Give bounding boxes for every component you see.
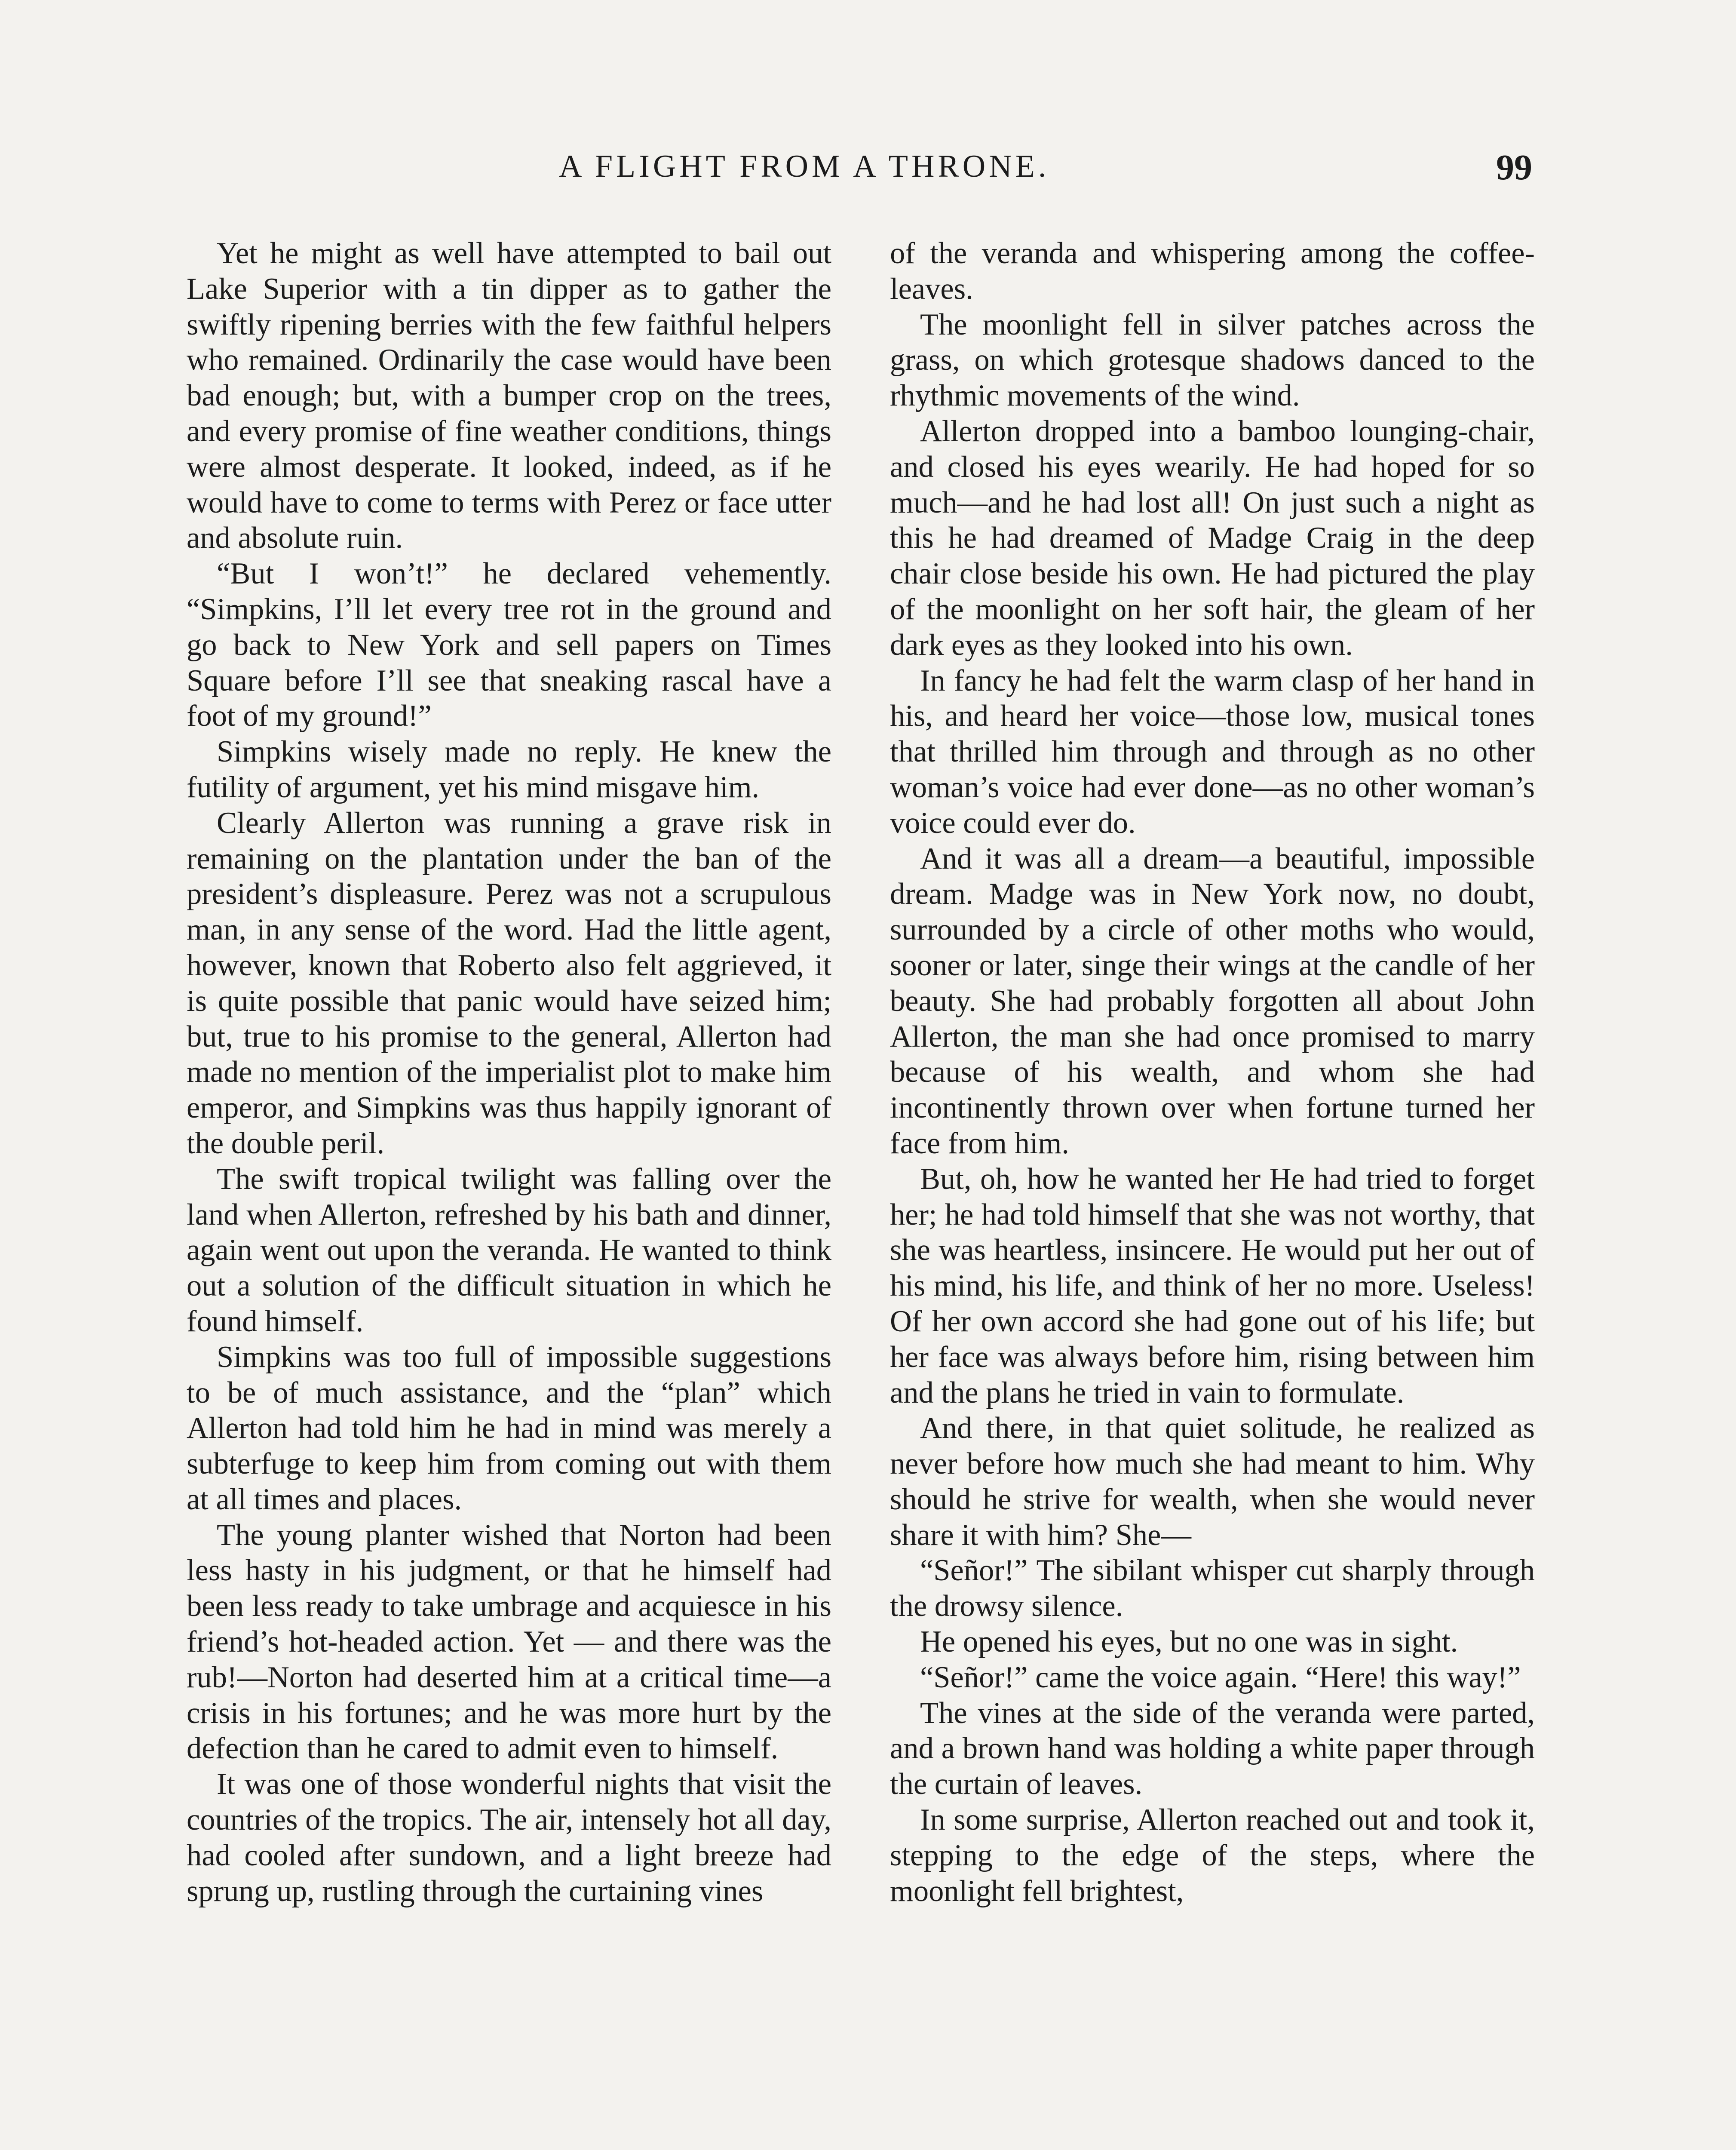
page-header — [0, 148, 1736, 200]
running-title: A FLIGHT FROM A THRONE. — [559, 149, 1050, 184]
paragraph: “Señor!” The sibilant whisper cut sharply through the drowsy silence. — [890, 1554, 1535, 1623]
paragraph: The vines at the side of the veranda were parted, and a brown hand was holding a white paper through the curtain of leaves. — [890, 1696, 1535, 1801]
paragraph-continuation: of the veranda and whispering among the coffee-leaves. — [890, 236, 1535, 306]
paragraph: It was one of those wonderful nights that visit the countries of the tropics. The air, intensely hot all day, had cooled after sundown, and a light breeze had sprung up, rustling through the curtaining vines — [187, 1767, 831, 1908]
paragraph: Yet he might as well have attempted to bail out Lake Superior with a tin dipper as to gather the swiftly ripening berries with the few faithful helpers who remained. Ordinarily the case would have been bad enough; but, with a bumper crop on the trees, and every promise of fine weather conditions, things were almost desperate. It looked, indeed, as if he would have to come to terms with Perez or face utter and absolute ruin. — [187, 236, 831, 555]
paragraph: Simpkins was too full of impossible suggestions to be of much assistance, and the “plan” which Allerton had told him he had in mind was merely a subterfuge to keep him from coming out with them at all times and places. — [187, 1340, 831, 1516]
paragraph: “But I won’t!” he declared vehemently. “Simpkins, I’ll let every tree rot in the ground and go back to New York and sell papers on Times Square before I’ll see that sneaking rascal have a foot of my ground!” — [187, 557, 831, 733]
paragraph: Clearly Allerton was running a grave risk in remaining on the plantation under the ban of the president’s displeasure. Perez was not a scrupulous man, in any sense of the word. Had the little agent, however, known that Roberto also felt aggrieved, it is quite possible that panic would have seized him; but, true to his promise to the general, Allerton had made no mention of the imperialist plot to make him emperor, and Simpkins was thus happily ignorant of the double peril. — [187, 806, 831, 1160]
left-column — [187, 236, 831, 1909]
paragraph: And it was all a dream—a beautiful, impossible dream. Madge was in New York now, no doubt, surrounded by a circle of other moths who would, sooner or later, singe their wings at the candle of her beauty. She had probably forgotten all about John Allerton, the man she had once promised to marry because of his wealth, and whom she had incontinently thrown over when fortune turned her face from him. — [890, 842, 1535, 1160]
right-column — [890, 236, 1535, 1909]
paragraph: Allerton dropped into a bamboo lounging-chair, and closed his eyes wearily. He had hoped for so much—and he had lost all! On just such a night as this he had dreamed of Madge Craig in the deep chair close beside his own. He had pictured the play of the moonlight on her soft hair, the gleam of her dark eyes as they looked into his own. — [890, 414, 1535, 662]
paragraph: The moonlight fell in silver patches across the grass, on which grotesque shadows danced to the rhythmic movements of the wind. — [890, 307, 1535, 413]
paragraph: But, oh, how he wanted her He had tried to forget her; he had told himself that she was not worthy, that she was heartless, insincere. He would put her out of his mind, his life, and think of her no more. Useless! Of her own accord she had gone out of his life; but her face was always before him, rising between him and the plans he tried in vain to formulate. — [890, 1162, 1535, 1410]
paragraph: The swift tropical twilight was falling over the land when Allerton, refreshed by his bath and dinner, again went out upon the veranda. He wanted to think out a solution of the difficult situation in which he found himself. — [187, 1162, 831, 1338]
paragraph: The young planter wished that Norton had been less hasty in his judgment, or that he himself had been less ready to take umbrage and acquiesce in his friend’s hot-headed action. Yet — and there was the rub!—Norton had deserted him at a critical time—a crisis in his fortunes; and he was more hurt by the defection than he cared to admit even to himself. — [187, 1518, 831, 1766]
paragraph: In some surprise, Allerton reached out and took it, stepping to the edge of the steps, where the moonlight fell brightest, — [890, 1803, 1535, 1908]
paragraph: And there, in that quiet solitude, he realized as never before how much she had meant to him. Why should he strive for wealth, when she would never share it with him? She— — [890, 1411, 1535, 1552]
paragraph: In fancy he had felt the warm clasp of her hand in his, and heard her voice—those low, musical tones that thrilled him through and through as no other woman’s voice had ever done—as no other woman’s voice could ever do. — [890, 663, 1535, 840]
paragraph: He opened his eyes, but no one was in sight. — [920, 1625, 1458, 1659]
paragraph: “Señor!” came the voice again. “Here! this way!” — [920, 1660, 1521, 1694]
page-number: 99 — [1496, 147, 1532, 187]
paragraph: Simpkins wisely made no reply. He knew the futility of argument, yet his mind misgave him. — [187, 735, 831, 804]
